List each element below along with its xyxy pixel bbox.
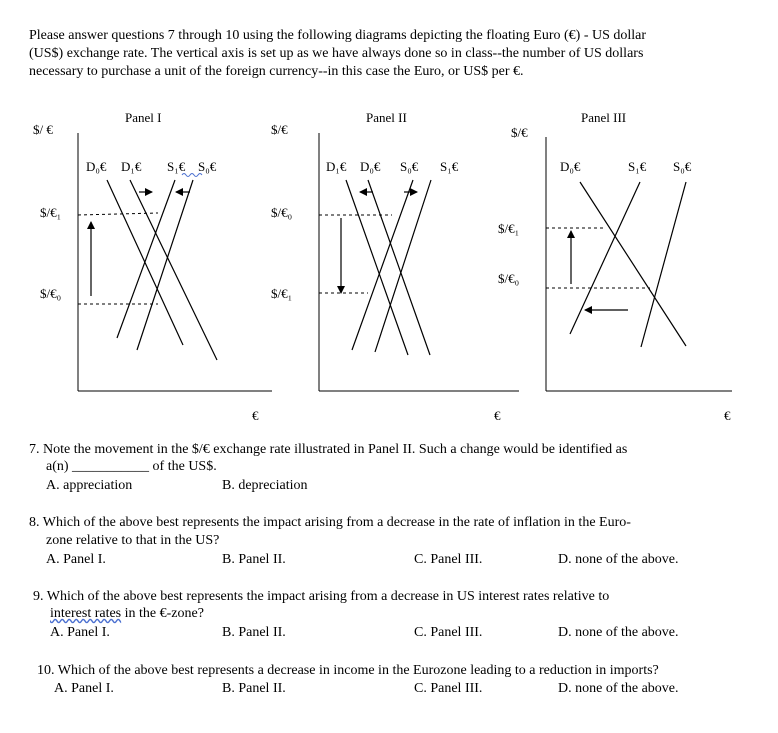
panel-2-y-axis-label: $/€ (271, 122, 288, 137)
panel-1-curve-label-s1: S₁€ (167, 159, 186, 174)
panel-1-spellcheck-underline (182, 174, 202, 177)
question-7 (29, 441, 627, 458)
question-10-option-a[interactable]: A. Panel I. (54, 681, 114, 696)
question-9 (33, 588, 609, 605)
panel-3-y-axis-label: $/€ (511, 125, 528, 140)
question-8-option-a[interactable]: A. Panel I. (46, 552, 106, 567)
panel-1-y-axis-label: $/ € (33, 122, 53, 137)
question-10-text: Which of the above best represents a decrease in income in the Eurozone leading to a reduction in imports? (57, 663, 659, 678)
panel-3-rate-low-label: $/€₀ (498, 271, 520, 286)
panel-3-rate-high-label: $/€₁ (498, 221, 520, 236)
question-8-line-2: zone relative to that in the US? (46, 533, 220, 548)
panel-2 (271, 110, 519, 423)
panel-2-curve-label-d0: D₀€ (360, 159, 381, 174)
panel-3-curve-label-s0: S₀€ (673, 159, 692, 174)
question-9-number: 9. (33, 589, 44, 604)
question-8-option-d[interactable]: D. none of the above. (558, 552, 679, 567)
question-10-option-b[interactable]: B. Panel II. (222, 681, 286, 696)
panel-1-curve-label-s0: S₀€ (198, 159, 217, 174)
question-9-option-d[interactable]: D. none of the above. (558, 625, 679, 640)
panel-2-curve-label-d1: D₁€ (326, 159, 347, 174)
panel-2-rate-high-label: $/€₀ (271, 205, 293, 220)
panel-3-curve-label-s1: S₁€ (628, 159, 647, 174)
panel-3-x-axis-label: € (724, 408, 731, 423)
question-7-answer-blank[interactable]: ___________ (72, 459, 150, 474)
panel-1-curve-label-d1: D₁€ (121, 159, 142, 174)
question-9-option-b[interactable]: B. Panel II. (222, 625, 286, 640)
panel-1 (33, 110, 272, 423)
question-9-line-2 (50, 605, 204, 622)
question-7-option-a[interactable]: A. appreciation (46, 478, 133, 493)
question-10-option-c[interactable]: C. Panel III. (414, 681, 483, 696)
panel-3 (498, 110, 732, 423)
panel-3-demand-d0 (580, 182, 686, 346)
question-9-option-c[interactable]: C. Panel III. (414, 625, 483, 640)
intro-line-3: necessary to purchase a unit of the foreign currency--in this case the Euro, or US$ per €. (29, 64, 524, 79)
panel-1-supply-s1 (117, 180, 175, 338)
panel-1-supply-s0 (137, 180, 193, 350)
question-7-number: 7. (29, 442, 40, 457)
question-9-text: Which of the above best represents the impact arising from a decrease in US interest rates relative to (46, 589, 610, 604)
panel-2-title: Panel II (366, 110, 407, 125)
panel-3-supply-s0 (641, 182, 686, 347)
panel-1-title: Panel I (125, 110, 162, 125)
question-10 (37, 662, 659, 679)
panel-3-curve-label-d0: D₀€ (560, 159, 581, 174)
question-8 (29, 514, 631, 531)
question-8-option-c[interactable]: C. Panel III. (414, 552, 483, 567)
panel-1-rate-high-label: $/€₁ (40, 205, 62, 220)
question-7-line-2-end: of the US$. (149, 459, 217, 474)
question-8-number: 8. (29, 515, 40, 530)
question-7-line-2-start: a(n) (46, 459, 73, 474)
question-9-line-2-end: in the €-zone? (121, 606, 204, 621)
question-9-spellcheck-word: interest rates (50, 606, 122, 621)
intro-line-2: (US$) exchange rate. The vertical axis is set up as we have always done so in class--the number of US dollars (29, 46, 644, 61)
panel-2-supply-s1 (375, 180, 431, 352)
question-10-number: 10. (37, 663, 55, 678)
question-8-text: Which of the above best represents the impact arising from a decrease in the rate of inflation in the Euro- (42, 515, 631, 530)
question-7-line-2 (46, 458, 217, 475)
panel-1-rate-low-label: $/€₀ (40, 286, 62, 301)
question-7-text: Note the movement in the $/€ exchange rate illustrated in Panel II. Such a change would be identified as (43, 442, 628, 457)
question-8-option-b[interactable]: B. Panel II. (222, 552, 286, 567)
panel-1-x-axis-label: € (252, 408, 259, 423)
panel-2-rate-low-label: $/€₁ (271, 286, 293, 301)
panel-2-curve-label-s1: S₁€ (440, 159, 459, 174)
panel-3-title: Panel III (581, 110, 627, 125)
intro-line-1: Please answer questions 7 through 10 using the following diagrams depicting the floating Euro (€) - US dollar (29, 28, 647, 43)
panel-2-curve-label-s0: S₀€ (400, 159, 419, 174)
panel-2-x-axis-label: € (494, 408, 501, 423)
question-7-option-b[interactable]: B. depreciation (222, 478, 308, 493)
panel-1-curve-label-d0: D₀€ (86, 159, 107, 174)
question-10-option-d[interactable]: D. none of the above. (558, 681, 679, 696)
question-9-option-a[interactable]: A. Panel I. (50, 625, 110, 640)
